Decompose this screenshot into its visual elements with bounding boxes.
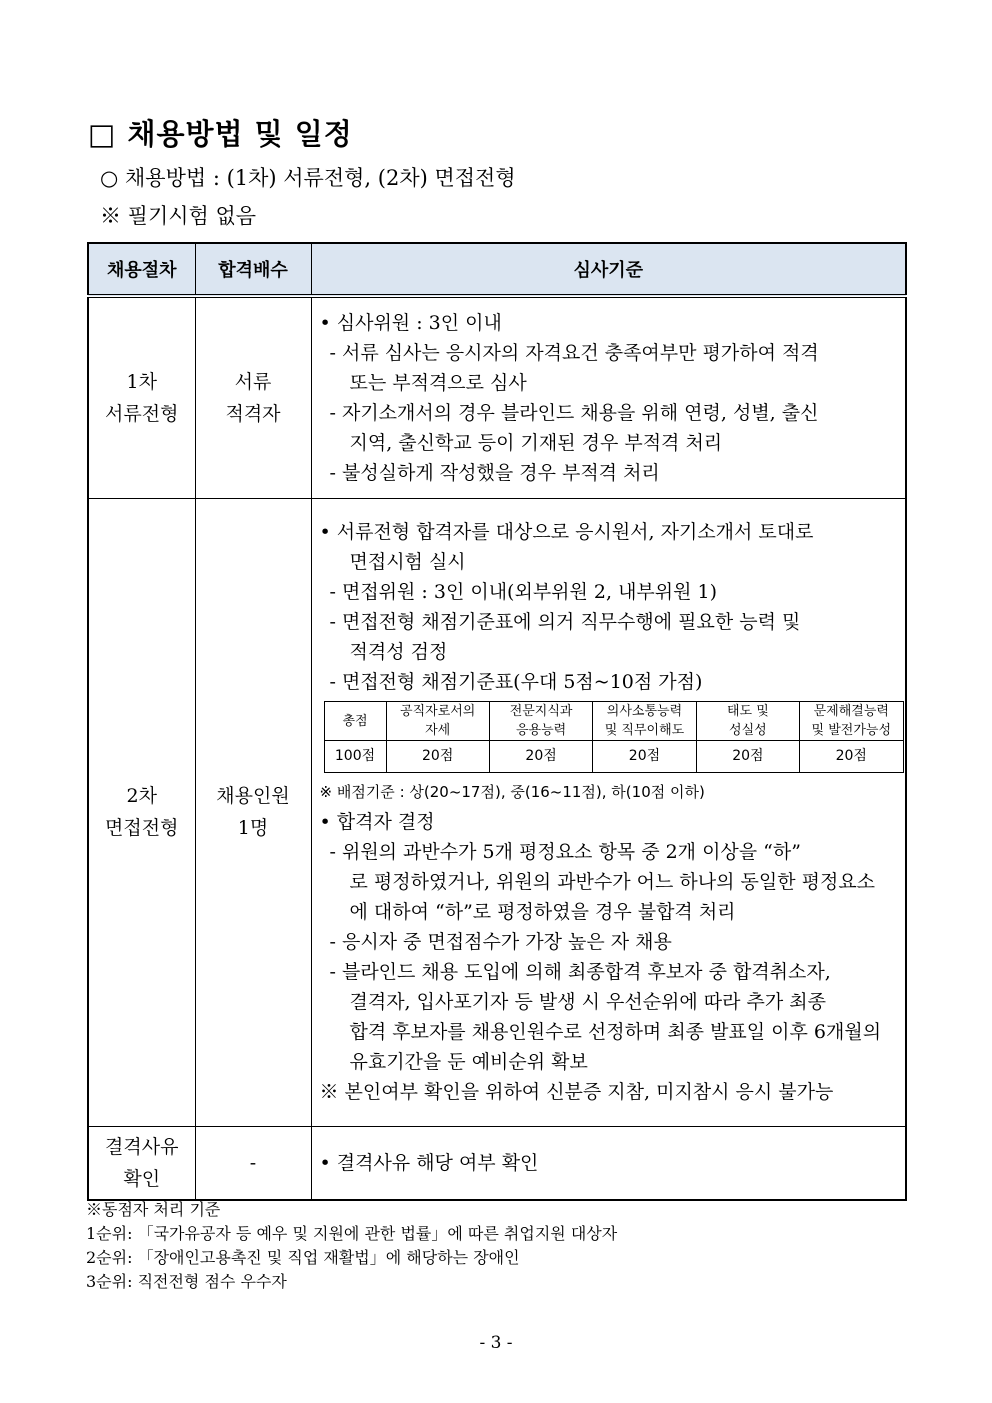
header-multiple: 합격배수: [195, 243, 311, 296]
score-header: [489, 702, 592, 741]
header-criteria: 심사기준: [311, 243, 906, 296]
criteria-cell: [311, 498, 906, 1126]
stage-text: 확인: [123, 1167, 161, 1190]
score-header: [593, 702, 696, 741]
criteria-line: - 면접전형 채점기준표에 의거 직무수행에 필요한 능력 및: [329, 611, 801, 633]
multiple-cell: [195, 498, 311, 1126]
score-value: 20점: [696, 741, 799, 773]
criteria-line: 결격자, 입사포기자 등 발생 시 우선순위에 따라 추가 최종: [349, 991, 826, 1013]
score-header-line: 공직자로서의: [400, 704, 476, 719]
multiple-cell: [195, 296, 311, 498]
page-number: - 3 -: [479, 1333, 513, 1353]
scoring-note: ※ 배점기준 : 상(20~17점), 중(16~11점), 하(10점 이하): [319, 783, 705, 801]
header-procedure: 채용절차: [88, 243, 195, 296]
criteria-cell: [311, 296, 906, 498]
score-header: 총점: [324, 702, 386, 741]
criteria-line: 면접시험 실시: [349, 551, 466, 573]
criteria-line: 합격 후보자를 채용인원수로 선정하며 최종 발표일 이후 6개월의: [349, 1021, 882, 1043]
score-header-line: 자세: [425, 723, 451, 738]
criteria-line: 지역, 출신학교 등이 기재된 경우 부적격 처리: [349, 431, 723, 454]
score-header: [800, 702, 903, 741]
table-row: [88, 1126, 906, 1200]
criteria-line: 로 평정하였거나, 위원의 과반수가 어느 하나의 동일한 평정요소: [349, 871, 876, 893]
score-header-line: 의사소통능력: [606, 704, 683, 719]
multiple-text: 채용인원: [216, 785, 290, 807]
score-value: 20점: [386, 741, 489, 773]
criteria-line: - 응시자 중 면접점수가 가장 높은 자 채용: [329, 931, 672, 953]
stage-text: 면접전형: [105, 817, 179, 839]
score-header-line: 문제해결능력: [813, 704, 889, 719]
criteria-line: 또는 부적격으로 심사: [349, 371, 527, 394]
criteria-line: - 불성실하게 작성했을 경우 부적격 처리: [329, 461, 660, 484]
multiple-text: 1명: [237, 817, 269, 839]
score-value: 20점: [489, 741, 592, 773]
table-row: [88, 498, 906, 1126]
score-value: 20점: [800, 741, 903, 773]
stage-text: 1차: [126, 370, 157, 393]
multiple-text: 서류: [234, 370, 272, 393]
criteria-line: 유효기간을 둔 예비순위 확보: [349, 1051, 588, 1073]
score-header-line: 및 직무이해도: [604, 723, 685, 738]
stage-cell: [88, 498, 195, 1126]
criteria-line: - 블라인드 채용 도입에 의해 최종합격 후보자 중 합격취소자,: [329, 961, 831, 983]
note-line: ※동점자 처리 기준: [86, 1200, 221, 1219]
note-line: 3순위: 직전전형 점수 우수자: [86, 1272, 287, 1291]
method-line: ○ 채용방법 : (1차) 서류전형, (2차) 면접전형: [100, 166, 516, 190]
table-row: [88, 296, 906, 498]
stage-text: 2차: [126, 785, 157, 807]
score-header-line: 태도 및: [726, 704, 769, 719]
criteria-line: - 면접위원 : 3인 이내(외부위원 2, 내부위원 1): [329, 581, 718, 603]
multiple-text: 적격자: [225, 402, 281, 425]
criteria-line: • 합격자 결정: [319, 811, 435, 833]
note-line: ※ 필기시험 없음: [100, 204, 257, 228]
criteria-line: 적격성 검정: [349, 641, 448, 663]
criteria-line: - 위원의 과반수가 5개 평정요소 항목 중 2개 이상을 “하”: [329, 841, 801, 863]
score-header-line: 응용능력: [515, 723, 567, 738]
criteria-line: - 자기소개서의 경우 블라인드 채용을 위해 연령, 성별, 출신: [329, 401, 819, 424]
score-header-line: 성실성: [729, 723, 767, 738]
criteria-line: - 서류 심사는 응시자의 자격요건 충족여부만 평가하여 적격: [329, 341, 819, 364]
score-header: [386, 702, 489, 741]
score-header-line: 전문지식과: [509, 704, 573, 719]
stage-cell: [88, 296, 195, 498]
tie-break-notes: [86, 1198, 617, 1294]
score-header-line: 및 발전가능성: [811, 723, 892, 738]
score-value: 100점: [324, 741, 386, 773]
criteria-line: • 서류전형 합격자를 대상으로 응시원서, 자기소개서 토대로: [319, 521, 814, 543]
score-value: 20점: [593, 741, 696, 773]
criteria-cell: • 결격사유 해당 여부 확인: [311, 1126, 906, 1200]
score-table: [324, 701, 904, 773]
score-header: [696, 702, 799, 741]
criteria-line: 에 대하여 “하”로 평정하였을 경우 불합격 처리: [349, 901, 736, 923]
note-line: 1순위: 「국가유공자 등 예우 및 지원에 관한 법률」에 따른 취업지원 대상자: [86, 1224, 618, 1243]
recruitment-table: [87, 242, 907, 1201]
page-title: □ 채용방법 및 일정: [88, 117, 353, 151]
criteria-line: - 면접전형 채점기준표(우대 5점~10점 가점): [329, 671, 703, 693]
multiple-cell: -: [195, 1126, 311, 1200]
criteria-line: ※ 본인여부 확인을 위하여 신분증 지참, 미지참시 응시 불가능: [319, 1081, 834, 1103]
stage-text: 서류전형: [105, 402, 179, 425]
note-line: 2순위: 「장애인고용촉진 및 직업 재활법」에 해당하는 장애인: [86, 1248, 520, 1267]
stage-text: 결격사유: [105, 1135, 179, 1158]
criteria-line: • 심사위원 : 3인 이내: [319, 311, 502, 334]
stage-cell: [88, 1126, 195, 1200]
